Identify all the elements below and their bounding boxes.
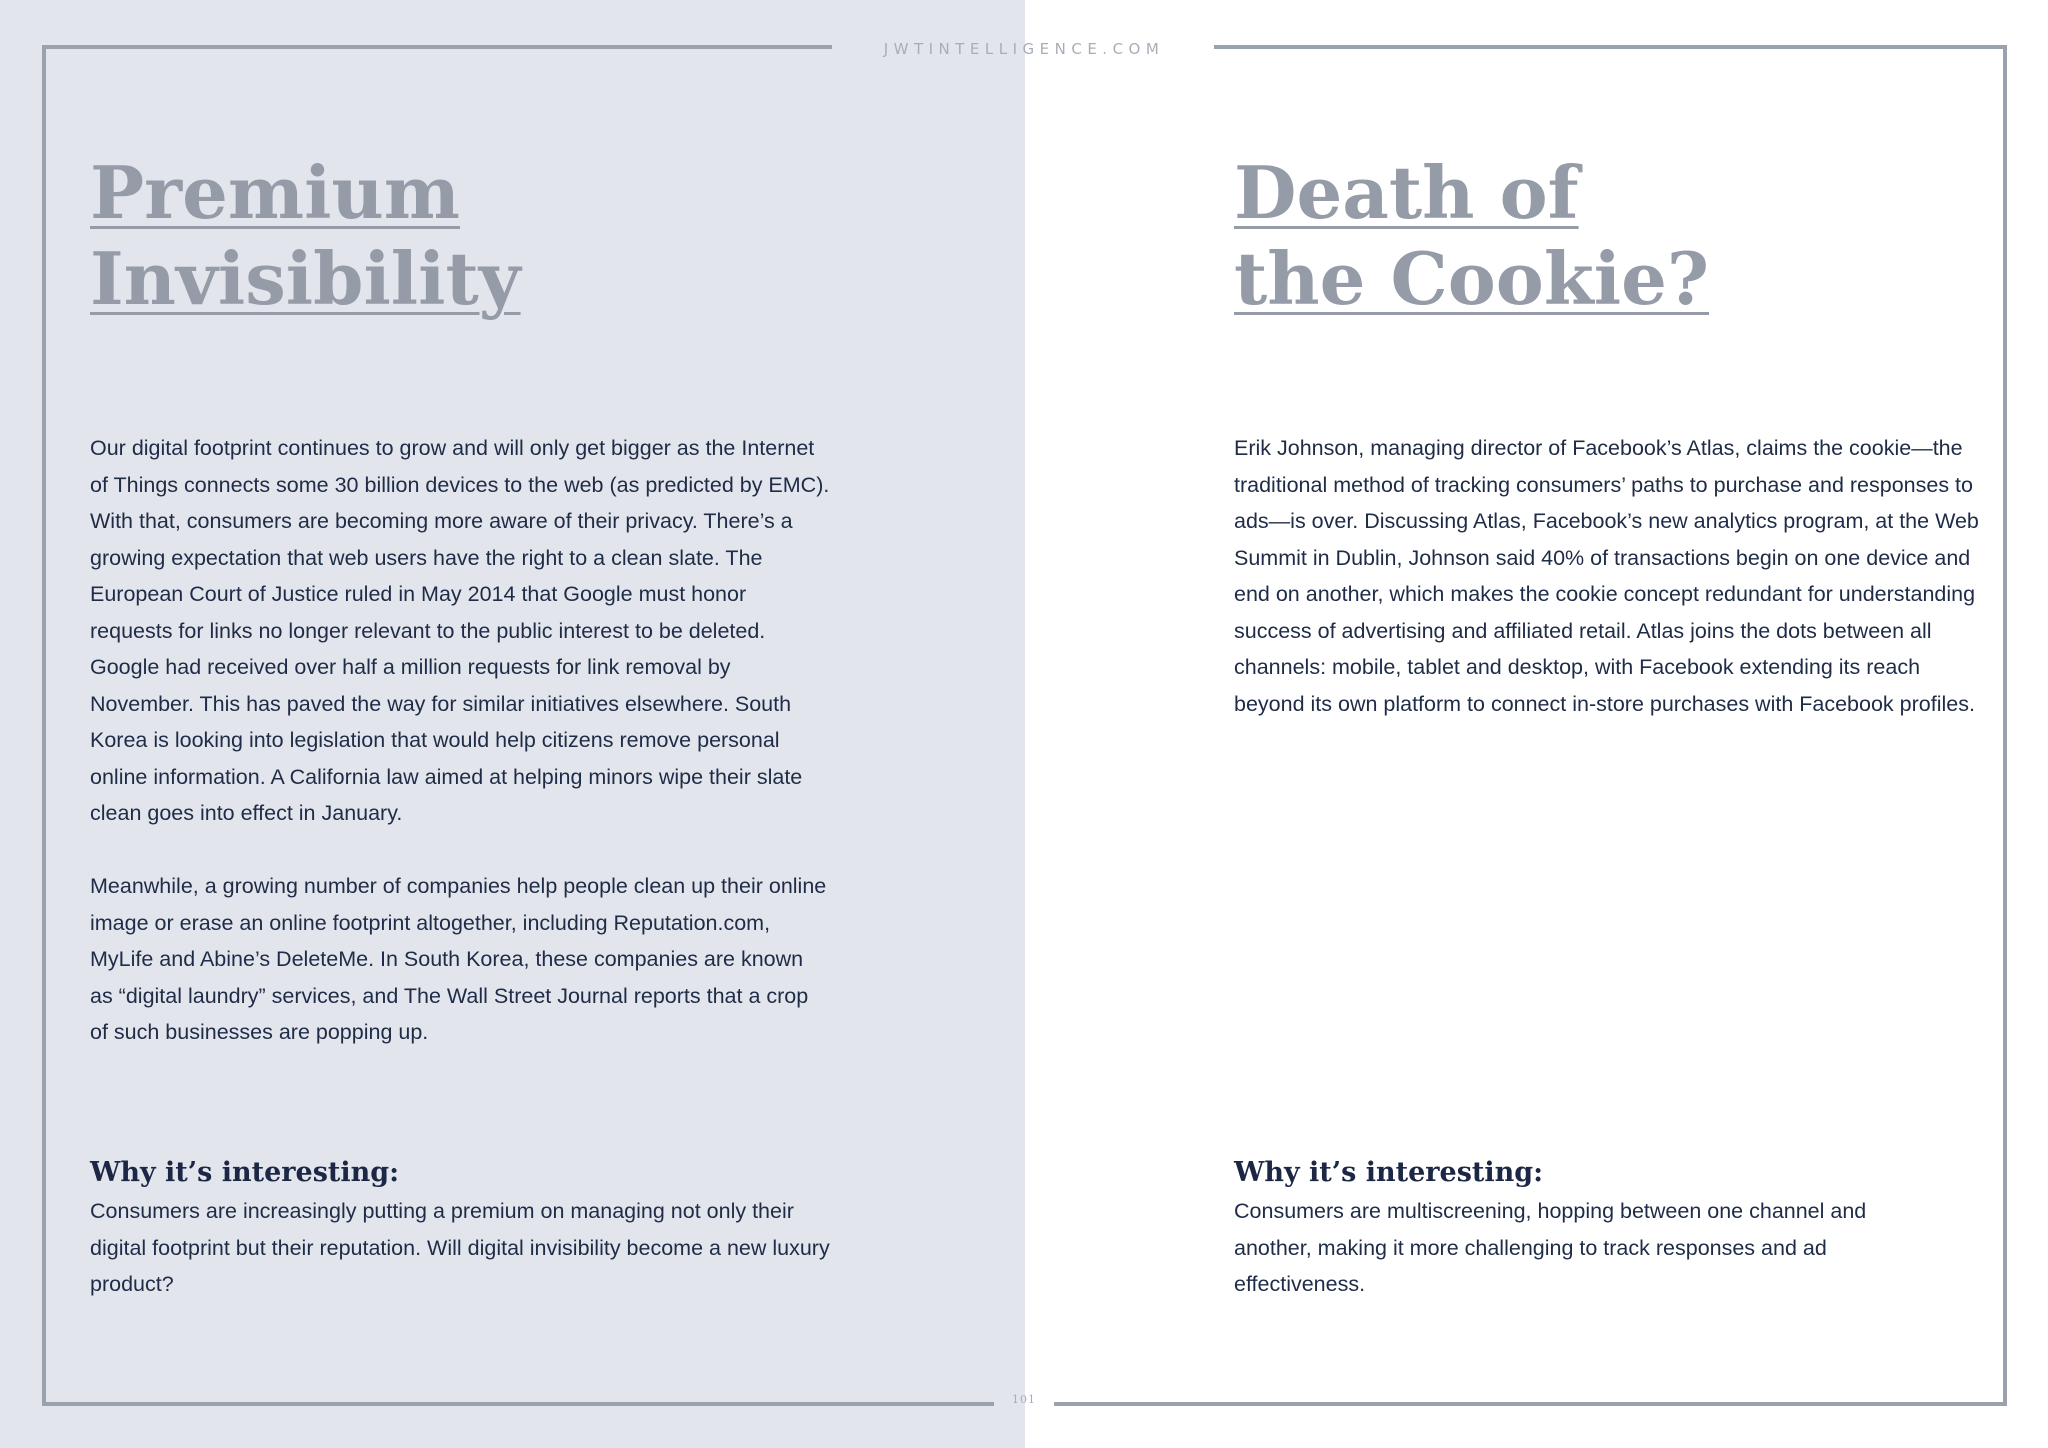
left-why-section <box>90 1153 850 1303</box>
right-headline-line2: the Cookie? <box>1234 236 1710 321</box>
left-paragraph-2: Meanwhile, a growing number of companies help people clean up their online image or erase an online footprint altogether, including Reputation.com, MyLife and Abine’s DeleteMe. In South Korea, these companies are known as “digital laundry” services, and The Wall Street Journal reports that a crop of such businesses are popping up. <box>90 874 827 1044</box>
left-headline-line1: Premium <box>90 150 460 235</box>
left-why-title: Why it’s interesting: <box>90 1157 400 1188</box>
right-paragraph-1: Erik Johnson, managing director of Facebook’s Atlas, claims the cookie—the traditional method of tracking consumers’ paths to purchase and responses to ads—is over. Discussing Atlas, Facebook’s new analytics program, at the Web Summit in Dublin, Johnson said 40% of transactions begin on one device and end on another, which makes the cookie concept redundant for understanding success of advertising and affiliated retail. Atlas joins the dots between all channels: mobile, tablet and desktop, with Facebook extending its reach beyond its own platform to connect in-store purchases with Facebook profiles. <box>1234 436 1979 716</box>
left-paragraph-1: Our digital footprint continues to grow and will only get bigger as the Internet of Things connects some 30 billion devices to the web (as predicted by EMC). With that, consumers are becoming more aware of their privacy. There’s a growing expectation that web users have the right to a clean slate. The European Court of Justice ruled in May 2014 that Google must honor requests for links no longer relevant to the public interest to be deleted. Google had received over half a million requests for link removal by November. This has paved the way for similar initiatives elsewhere. South Korea is looking into legislation that would help citizens remove personal online information. A California law aimed at helping minors wipe their slate clean goes into effect in January. <box>90 436 830 825</box>
right-why-title: Why it’s interesting: <box>1234 1157 1544 1188</box>
right-headline <box>1234 150 1709 322</box>
right-why-section <box>1234 1153 1994 1303</box>
page-number: 101 <box>1012 1393 1036 1406</box>
left-why-text: Consumers are increasingly putting a premium on managing not only their digital footprint but their reputation. Will digital invisibility become a new luxury product? <box>90 1199 830 1296</box>
left-body <box>90 430 830 1087</box>
left-headline <box>90 150 521 322</box>
frame-left <box>42 45 46 1406</box>
frame-right <box>2003 45 2007 1406</box>
left-headline-line2: Invisibility <box>90 236 521 321</box>
right-body <box>1234 430 1989 759</box>
site-header: JWTINTELLIGENCE.COM <box>883 40 1165 58</box>
right-why-text: Consumers are multiscreening, hopping between one channel and another, making it more challenging to track responses and ad effectiveness. <box>1234 1199 1867 1296</box>
right-headline-line1: Death of <box>1234 150 1579 235</box>
